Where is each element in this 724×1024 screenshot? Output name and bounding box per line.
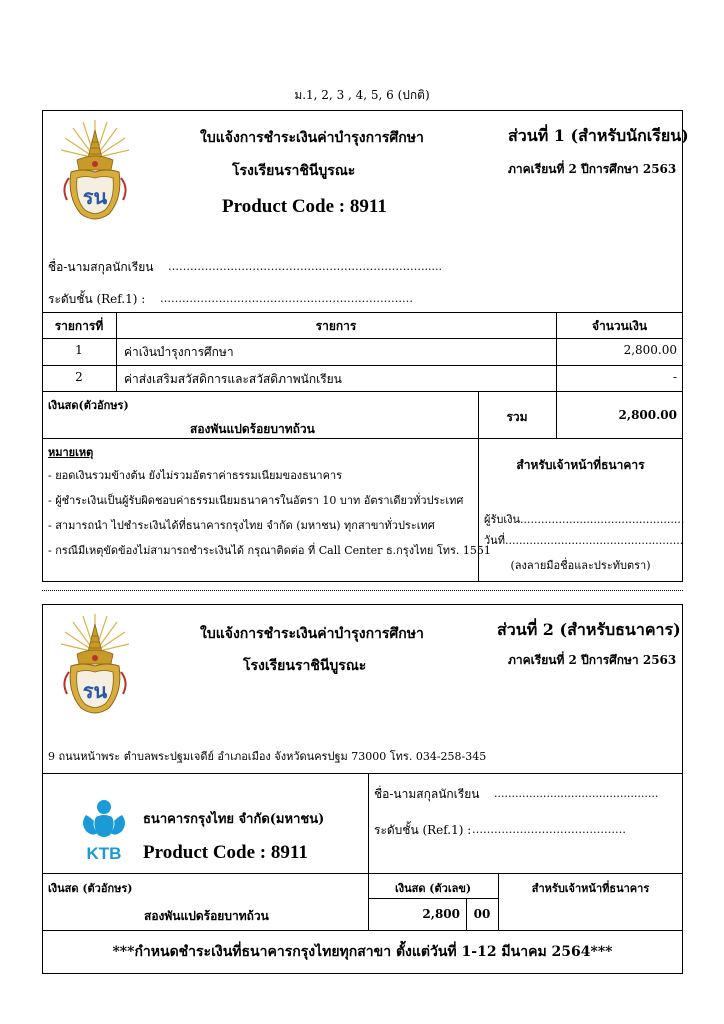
table-row-2-no: 2 [75,370,83,384]
remarks-title: หมายเหตุ [48,446,94,459]
ktb-logo-text: KTB [86,844,122,863]
part1-bank-officer-title: สำหรับเจ้าหน้าที่ธนาคาร [516,458,645,472]
part1-title: ใบแจ้งการชำระเงินค่าบำรุงการศึกษา [200,130,424,146]
part2-cash-text-value: สองพันแปดร้อยบาทถ้วน [144,909,269,923]
school-emblem-icon [55,118,135,230]
table-header-item: รายการ [315,319,357,333]
part1-part-label: ส่วนที่ 1 (สำหรับนักเรียน) [508,126,689,145]
bank-name: ธนาคารกรุงไทย จำกัด(มหาชน) [143,812,325,827]
part2-semester: ภาคเรียนที่ 2 ปีการศึกษา 2563 [508,653,677,667]
part2-cash-text-label: เงินสด (ตัวอักษร) [48,882,133,895]
table-row-2-amount: - [672,370,677,384]
table-header-no: รายการที่ [54,319,104,333]
table-header-amount: จำนวนเงิน [591,319,648,333]
remark-2: - ผู้ชำระเงินเป็นผู้รับผิดชอบค่าธรรมเนียมธนาคารในอัตรา 10 บาท อัตราเดียวทั่วประเทศ [48,494,464,507]
remark-4: - กรณีมีเหตุขัดข้องไม่สามารถชำระเงินได้ กรุณาติดต่อ ที่ Call Center ธ.กรุงไทย โทร. 1551 [48,544,491,557]
part2-name-dots: ............................................... [494,787,659,800]
cut-line [42,590,683,591]
part2-school: โรงเรียนราชินีบูรณะ [243,658,367,674]
date-dots: ................................................... [504,534,684,547]
part1-total-value: 2,800.00 [618,408,677,422]
payment-deadline: ***กำหนดชำระเงินที่ธนาคารกรุงไทยทุกสาขา ตั้งแต่วันที่ 1-12 มีนาคม 2564*** [112,944,613,960]
remark-3: - สามารถนำ ไปชำระเงินได้ที่ธนาคารกรุงไทย จำกัด (มหาชน) ทุกสาขาทั่วประเทศ [48,519,435,532]
part1-semester: ภาคเรียนที่ 2 ปีการศึกษา 2563 [508,162,677,176]
part2-cash-num-label: เงินสด (ตัวเลข) [394,882,472,895]
table-row-1-no: 1 [75,343,83,357]
ktb-logo-icon [78,797,130,863]
table-row-1-amount: 2,800.00 [623,343,677,357]
school-emblem-icon [55,612,135,724]
part2-name-label: ชื่อ-นามสกุลนักเรียน [374,787,480,801]
part1-level-dots: …………………………………………………………… [160,292,413,305]
part2-level-label: ระดับชั้น (Ref.1) : [374,823,472,837]
part1-level-label: ระดับชั้น (Ref.1) : [48,292,146,306]
school-address: 9 ถนนหน้าพระ ตำบลพระปฐมเจดีย์ อำเภอเมือง จังหวัดนครปฐม 73000 โทร. 034-258-345 [48,750,487,763]
part2-part-label: ส่วนที่ 2 (สำหรับธนาคาร) [497,620,681,639]
date-label: วันที่ [484,534,505,547]
part2-level-dots: …………………………………… [472,823,626,836]
header-note: ม.1, 2, 3 , 4, 5, 6 (ปกติ) [294,88,430,102]
sign-note: (ลงลายมือชื่อและประทับตรา) [510,559,651,572]
receiver-dots: ............................................... [520,513,685,526]
remark-1: - ยอดเงินรวมข้างต้น ยังไม่รวมอัตราค่าธรรมเนียมของธนาคาร [48,469,343,482]
part1-cash-text-label: เงินสด(ตัวอักษร) [48,399,129,412]
part1-name-label: ชื่อ-นามสกุลนักเรียน [48,260,154,274]
part1-product-code: Product Code : 8911 [222,196,387,217]
part2-title: ใบแจ้งการชำระเงินค่าบำรุงการศึกษา [200,626,424,642]
table-row-2-item: ค่าส่งเสริมสวัสดิการและสวัสดิภาพนักเรียน [124,372,342,386]
part1-name-dots: ……………………………………………………………...... [168,260,442,273]
part1-cash-text-value: สองพันแปดร้อยบาทถ้วน [190,422,315,436]
table-row-1-item: ค่าเงินบำรุงการศึกษา [124,345,234,359]
part2-bank-officer-title: สำหรับเจ้าหน้าที่ธนาคาร [531,882,650,895]
part2-cash-num-baht: 2,800 [422,907,460,921]
receiver-label: ผู้รับเงิน [484,513,520,526]
part1-school: โรงเรียนราชินีบูรณะ [232,163,356,179]
part2-product-code: Product Code : 8911 [143,842,308,863]
part1-total-label: รวม [506,410,528,424]
part2-cash-num-satang: 00 [473,907,491,921]
